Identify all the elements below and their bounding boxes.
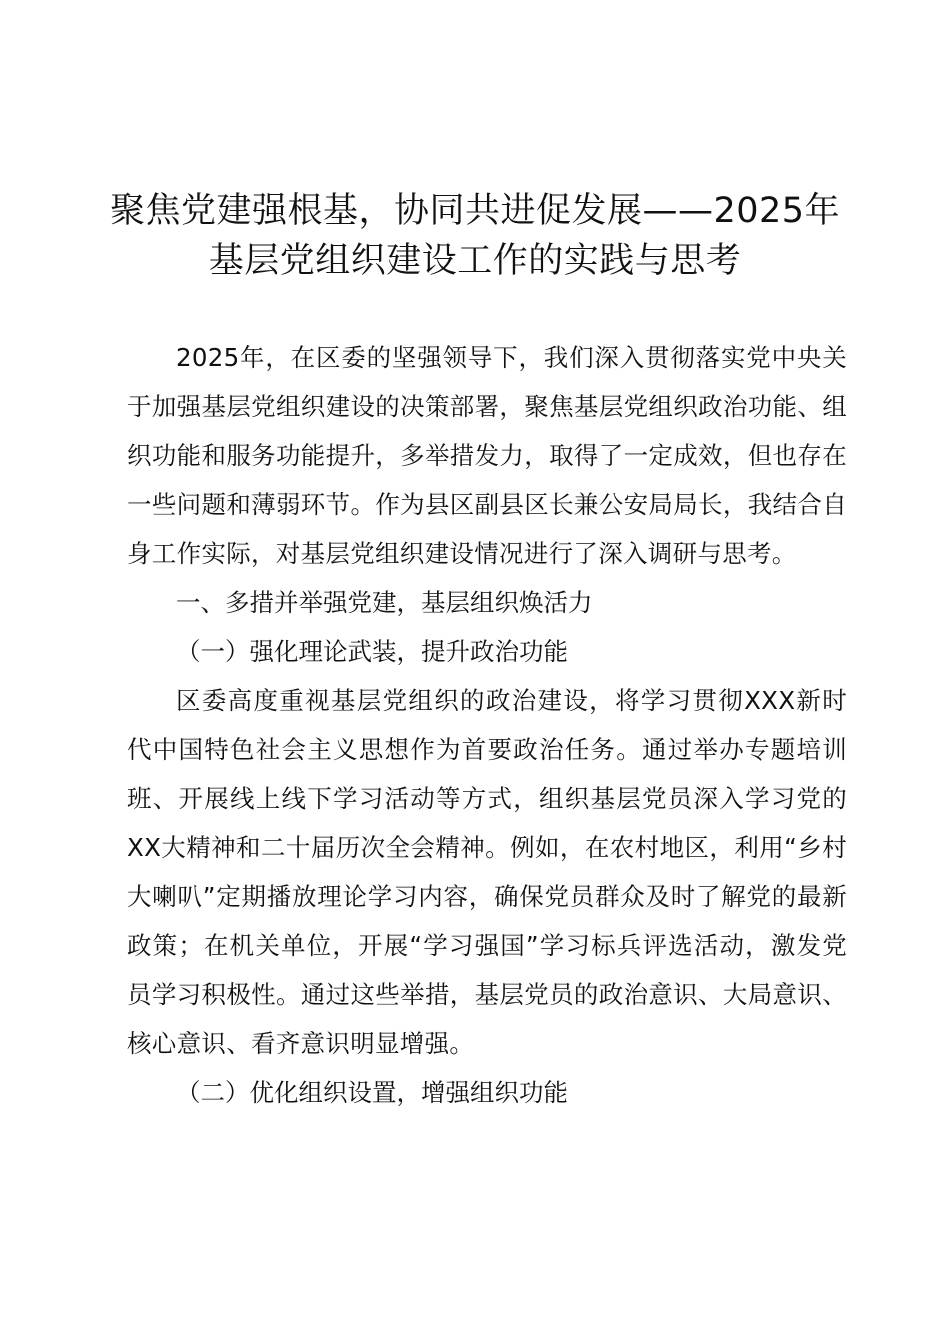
subsection-1-paragraph: 区委高度重视基层党组织的政治建设，将学习贯彻XXX新时代中国特色社会主义思想作为首要政治任务。通过举办专题培训班、开展线上线下学习活动等方式，组织基层党员深入学习党的XX大精神和二十届历次全会精神。例如，在农村地区，利用“乡村大喇叭”定期播放理论学习内容，确保党员群众及时了解党的最新政策；在机关单位，开展“学习强国”学习标兵评选活动，激发党员学习积极性。通过这些举措，基层党员的政治意识、大局意识、核心意识、看齐意识明显增强。 [127, 686, 847, 1058]
section-heading-1: 一、多措并举强党建，基层组织焕活力 [176, 588, 593, 617]
document-title: 聚焦党建强根基，协同共进促发展——2025年基层党组织建设工作的实践与思考 [109, 191, 841, 281]
subsection-heading-2: （二）优化组织设置，增强组织功能 [176, 1078, 568, 1107]
document-body [127, 333, 847, 1117]
intro-paragraph: 2025年，在区委的坚强领导下，我们深入贯彻落实党中央关于加强基层党组织建设的决策部署，聚焦基层党组织政治功能、组织功能和服务功能提升，多举措发力，取得了一定成效，但也存在一些问题和薄弱环节。作为县区副县区长兼公安局局长，我结合自身工作实际，对基层党组织建设情况进行了深入调研与思考。 [127, 343, 847, 568]
subsection-heading-1: （一）强化理论武装，提升政治功能 [176, 637, 568, 666]
